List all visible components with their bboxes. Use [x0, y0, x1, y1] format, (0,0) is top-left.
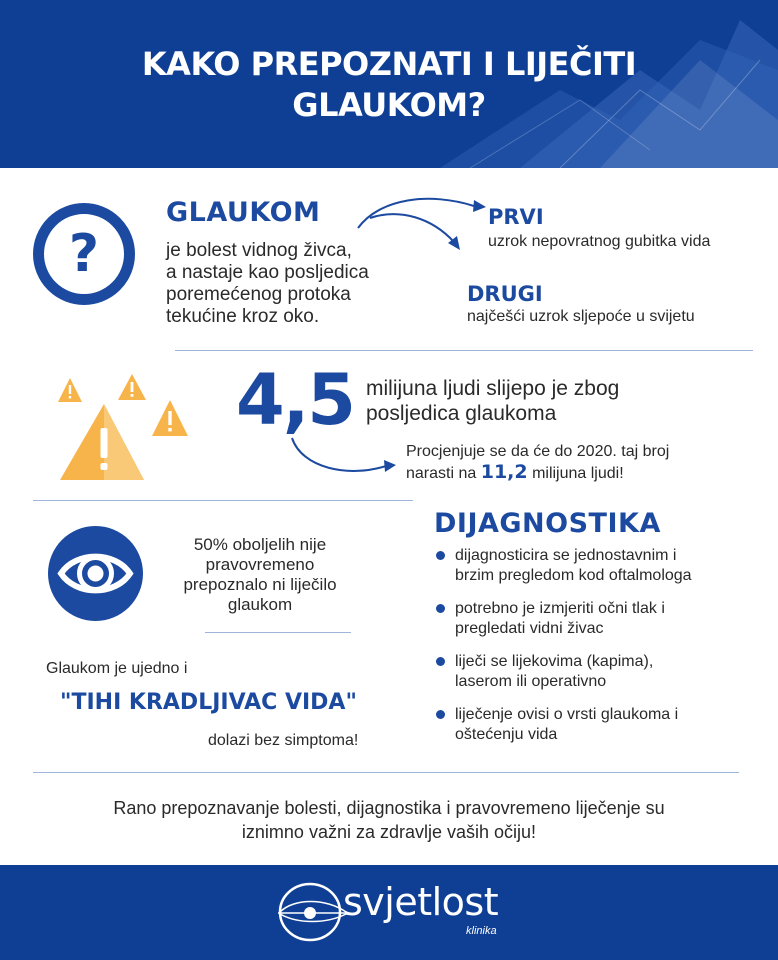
- projection-pre: narasti na: [406, 465, 477, 482]
- glaukom-line: je bolest vidnog živca,: [166, 240, 352, 261]
- divider: [205, 632, 351, 633]
- title-line-1: KAKO PREPOZNATI I LIJEČITI: [141, 45, 637, 83]
- item-line: liječi se lijekovima (kapima),: [455, 653, 654, 670]
- thief-title: "TIHI KRADLJIVAC VIDA": [60, 690, 357, 715]
- question-mark-icon: ?: [33, 203, 135, 305]
- diagnostics-list: [434, 546, 774, 758]
- blind-count-number: 4,5: [236, 359, 355, 441]
- conclusion-line: iznimno važni za zdravlje vaših očiju!: [241, 822, 537, 842]
- stat-line: posljedica glaukoma: [366, 402, 557, 425]
- diagnostics-heading: DIJAGNOSTIKA: [434, 508, 661, 539]
- blind-count-text: [366, 376, 619, 426]
- conclusion-line: Rano prepoznavanje bolesti, dijagnostika i pravovremeno liječenje su: [113, 798, 665, 818]
- bullet-icon: [436, 710, 445, 719]
- thief-outro: dolazi bez simptoma!: [208, 732, 359, 749]
- glaukom-line: a nastaje kao posljedica: [166, 262, 369, 283]
- first-cause-title: PRVI: [488, 205, 544, 229]
- glaukom-heading: GLAUKOM: [166, 197, 321, 228]
- projection-text: [406, 441, 669, 484]
- projection-line: Procjenjuje se da će do 2020. taj broj: [406, 443, 670, 460]
- item-line: laserom ili operativno: [455, 673, 607, 690]
- glaukom-line: poremećenog protoka: [166, 284, 351, 305]
- divider: [33, 500, 413, 501]
- unrecognized-line: glaukom: [227, 595, 293, 614]
- thief-intro: Glaukom je ujedno i: [46, 660, 188, 677]
- curved-arrow-icon: [288, 432, 400, 482]
- divider: [33, 772, 739, 773]
- logo-eye-icon: [276, 880, 348, 944]
- bullet-icon: [436, 551, 445, 560]
- glaukom-line: tekućine kroz oko.: [166, 306, 320, 327]
- list-item: [434, 546, 774, 586]
- item-line: liječenje ovisi o vrsti glaukoma i: [455, 706, 679, 723]
- eye-icon: [48, 526, 143, 621]
- item-line: oštećenju vida: [455, 726, 558, 743]
- second-cause-title: DRUGI: [467, 282, 543, 306]
- item-line: dijagnosticira se jednostavnim i: [455, 547, 677, 564]
- unrecognized-line: 50% oboljelih nije: [193, 535, 327, 554]
- list-item: [434, 652, 774, 692]
- title-line-2: GLAUKOM?: [292, 86, 486, 124]
- item-line: pregledati vidni živac: [455, 620, 604, 637]
- projection-post: milijuna ljudi!: [532, 465, 624, 482]
- header-banner: [0, 0, 778, 168]
- unrecognized-line: prepoznalo ni liječilo: [183, 575, 337, 594]
- item-line: brzim pregledom kod oftalmologa: [455, 567, 692, 584]
- list-item: [434, 705, 774, 745]
- projection-line: [406, 462, 669, 484]
- unrecognized-line: pravovremeno: [205, 555, 315, 574]
- conclusion-text: [0, 796, 778, 844]
- logo-subtext: klinika: [466, 925, 497, 937]
- bullet-icon: [436, 657, 445, 666]
- divider: [175, 350, 753, 351]
- bullet-icon: [436, 604, 445, 613]
- logo-text: svjetlost: [343, 880, 499, 924]
- warning-icon: [52, 368, 202, 486]
- list-item: [434, 599, 774, 639]
- item-line: potrebno je izmjeriti očni tlak i: [455, 600, 665, 617]
- second-cause-text: najčešći uzrok sljepoće u svijetu: [467, 308, 695, 325]
- page-title: [0, 44, 778, 126]
- projection-value: 11,2: [480, 461, 528, 483]
- stat-line: milijuna ljudi slijepo je zbog: [366, 377, 620, 400]
- unrecognized-text: [160, 535, 360, 615]
- first-cause-text: uzrok nepovratnog gubitka vida: [488, 233, 711, 250]
- curved-arrows-icon: [350, 190, 490, 260]
